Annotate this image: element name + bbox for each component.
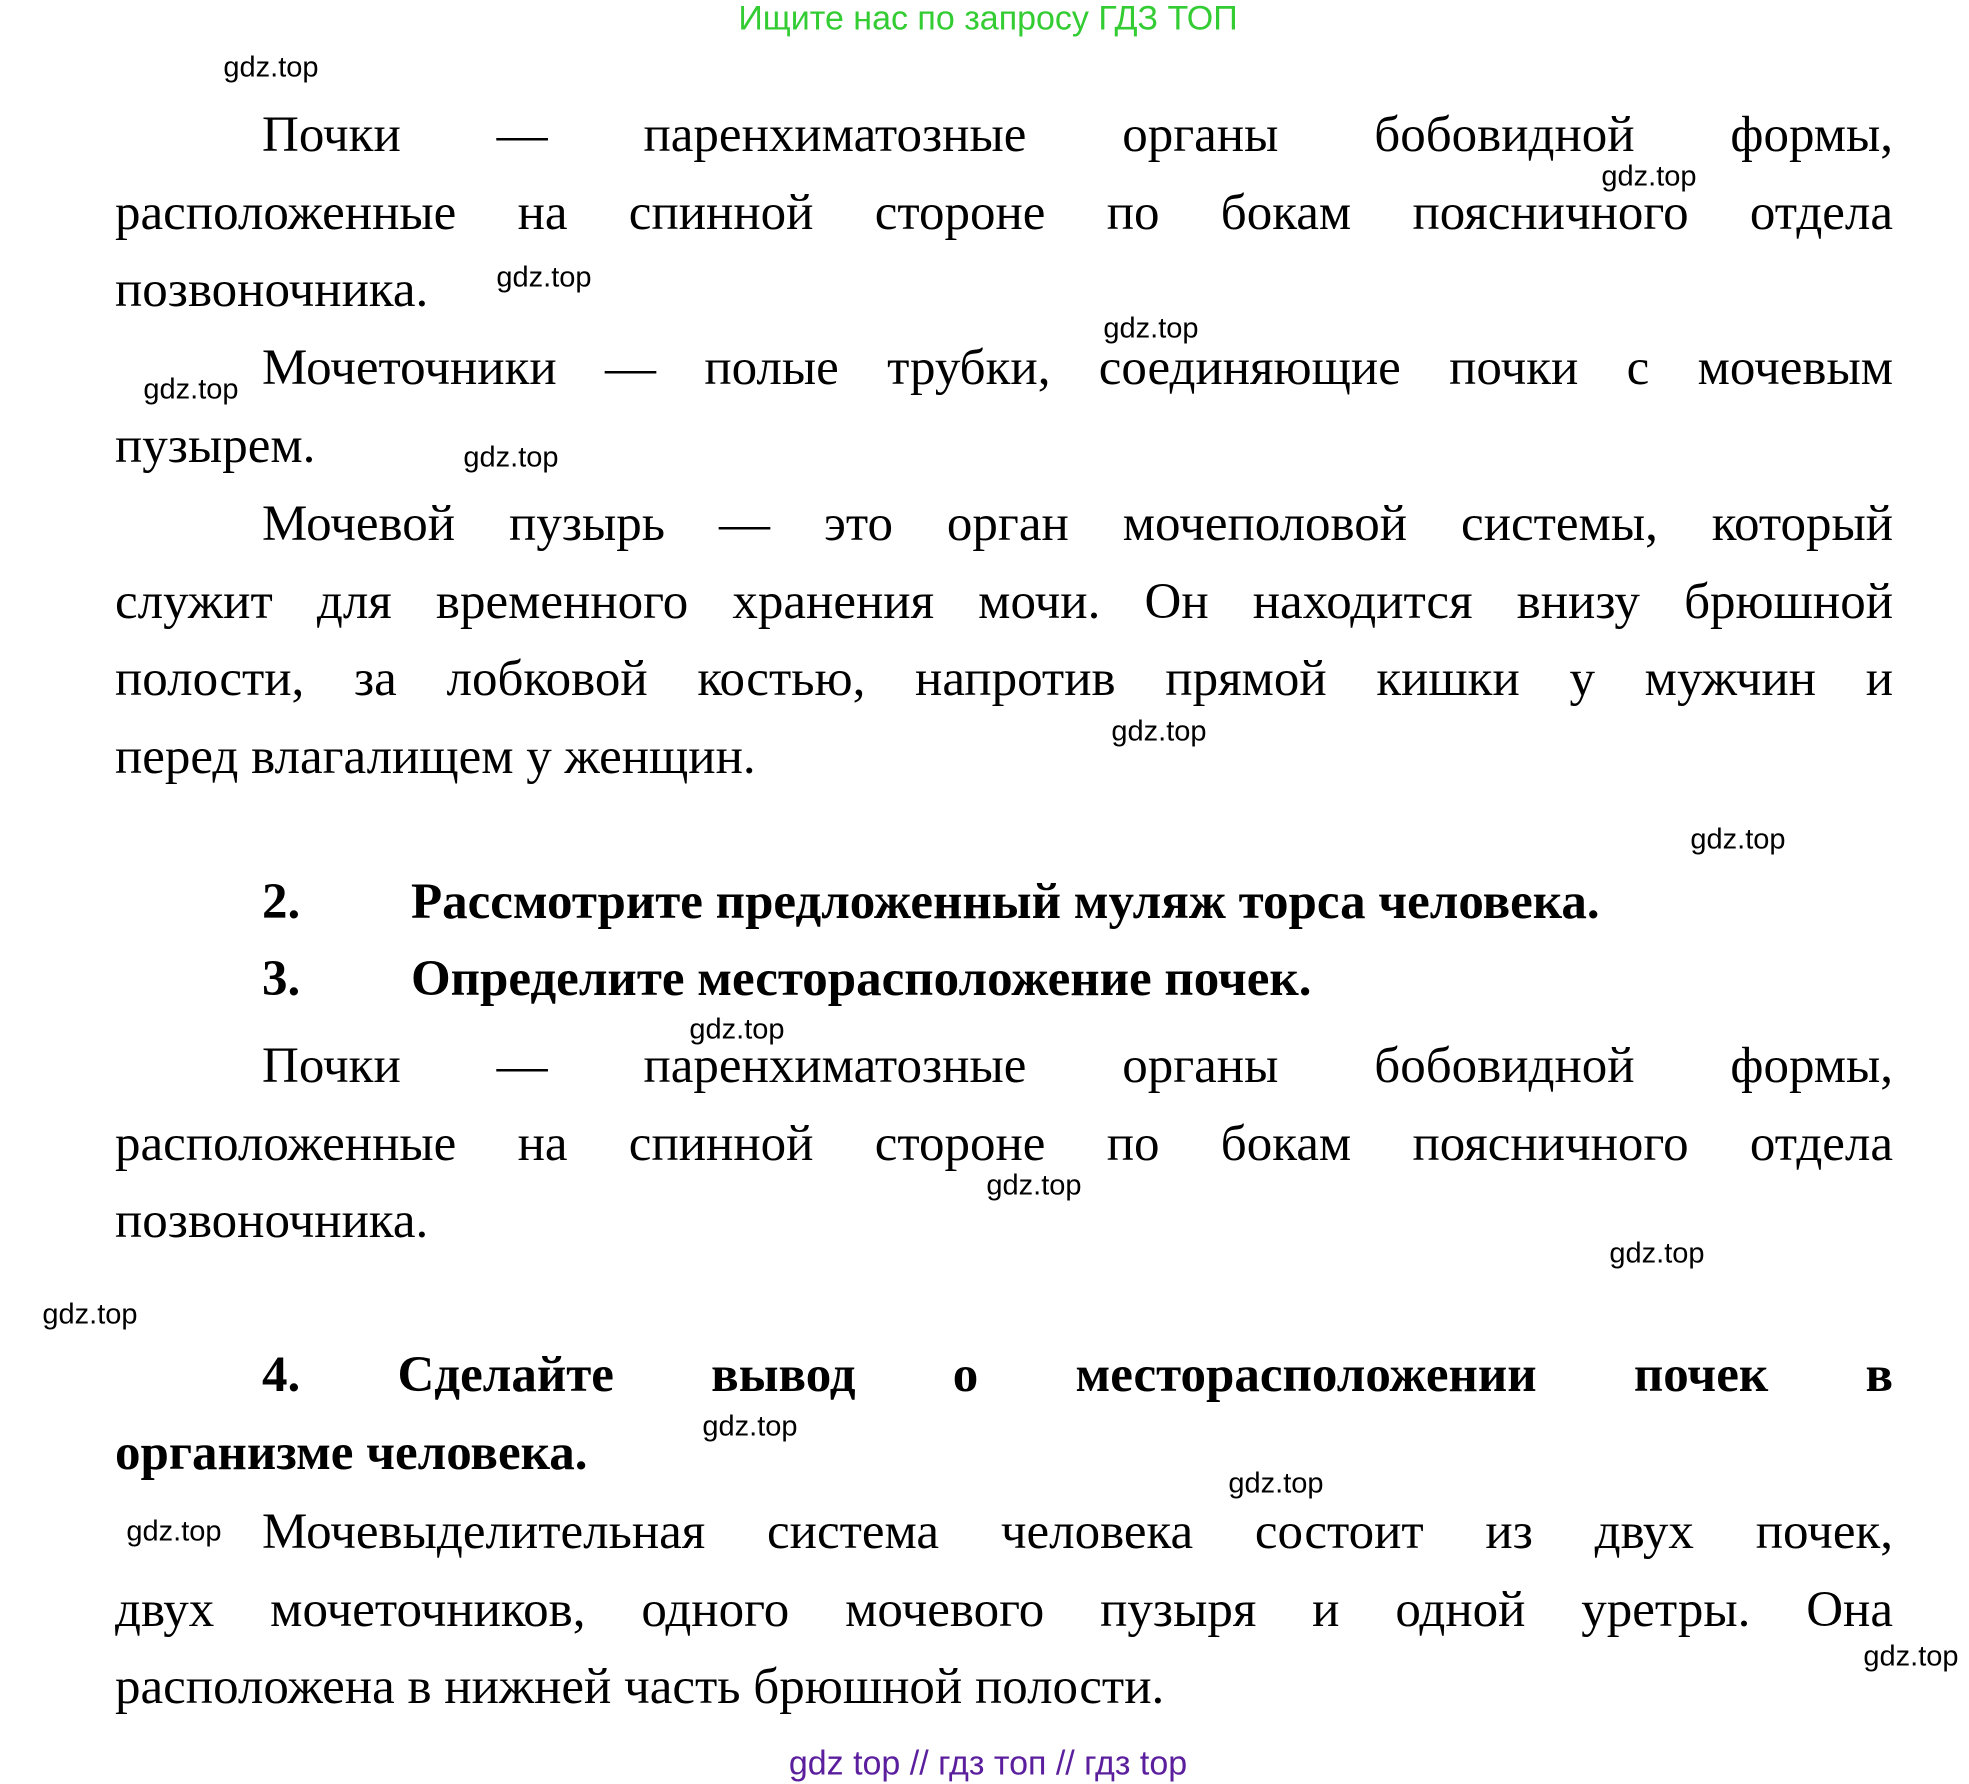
paragraph-ureters [115, 330, 1893, 485]
heading-line: организме человека. [115, 1424, 588, 1481]
text-line: полости, за лобковой костью, напротив прямой кишки у мужчин и [115, 651, 1893, 707]
heading-text: Определите месторасположение почек. [411, 951, 1312, 1007]
text-line: Почки — паренхиматозные органы бобовидной формы, [262, 107, 1893, 163]
watermark: gdz.top [702, 1410, 798, 1443]
heading-number: 2. [262, 874, 301, 930]
watermark: gdz.top [463, 441, 559, 474]
watermark: gdz.top [986, 1169, 1082, 1202]
text-line: Мочеточники — полые трубки, соединяющие почки с мочевым [262, 340, 1893, 396]
text-line: расположенные на спинной стороне по бокам поясничного отдела [115, 184, 1893, 241]
text-line: позвоночника. [115, 262, 429, 318]
watermark: gdz.top [126, 1515, 222, 1548]
heading-task-4 [115, 1337, 1893, 1492]
heading-line: 4. Сделайте вывод о месторасположении почек в [262, 1347, 1893, 1403]
watermark: gdz.top [223, 51, 319, 84]
watermark: gdz.top [42, 1298, 138, 1331]
watermark: gdz.top [1609, 1237, 1705, 1270]
paragraph-kidneys [115, 97, 1893, 330]
text-line: служит для временного хранения мочи. Он находится внизу брюшной [115, 573, 1893, 630]
watermark: gdz.top [1601, 160, 1697, 193]
text-line: позвоночника. [115, 1193, 429, 1249]
heading-text: Рассмотрите предложенный муляж торса человека. [411, 874, 1600, 930]
text-line: двух мочеточников, одного мочевого пузыря и одной уретры. Она [115, 1581, 1893, 1638]
text-line: расположенные на спинной стороне по бокам поясничного отдела [115, 1115, 1893, 1172]
text-line: пузырем. [115, 417, 316, 474]
text-line: перед влагалищем у женщин. [115, 728, 756, 785]
watermark: gdz.top [1111, 715, 1207, 748]
text-line: Почки — паренхиматозные органы бобовидной формы, [262, 1038, 1893, 1094]
text-line: расположена в нижней часть брюшной полости. [115, 1659, 1165, 1715]
heading-number: 3. [262, 951, 301, 1007]
paragraph-kidneys-location [115, 1028, 1893, 1261]
paragraph-conclusion [115, 1494, 1893, 1727]
text-line: Мочевыделительная система человека состоит из двух почек, [262, 1504, 1893, 1560]
watermark: gdz.top [1690, 823, 1786, 856]
watermark: gdz.top [1863, 1640, 1959, 1673]
watermark: gdz.top [496, 261, 592, 294]
footer-watermark: gdz top // гдз топ // гдз top [788, 1744, 1188, 1783]
watermark: gdz.top [1228, 1467, 1324, 1500]
top-banner: Ищите нас по запросу ГДЗ ТОП [738, 0, 1238, 38]
watermark: gdz.top [1103, 312, 1199, 345]
paragraph-bladder [115, 486, 1893, 796]
watermark: gdz.top [689, 1013, 785, 1046]
text-line: Мочевой пузырь — это орган мочеполовой системы, который [262, 496, 1893, 552]
watermark: gdz.top [143, 373, 239, 406]
